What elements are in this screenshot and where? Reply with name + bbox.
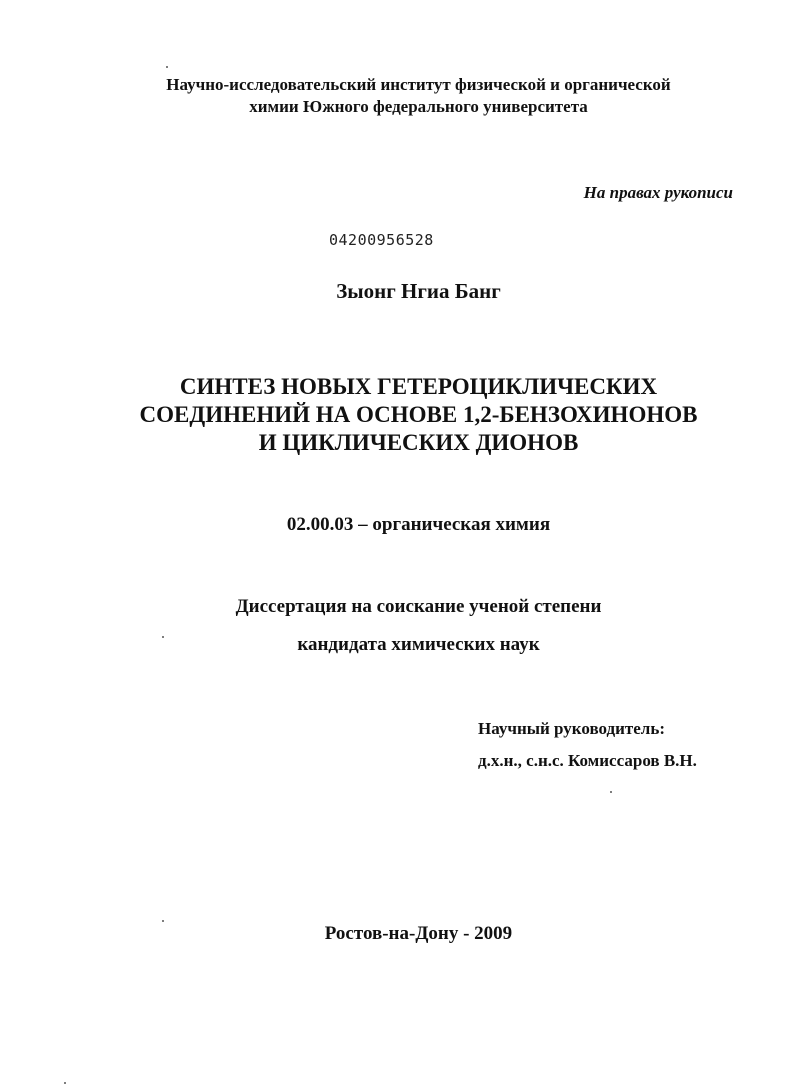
registry-code: 04200956528 <box>329 231 434 249</box>
title-line-2: СОЕДИНЕНИЙ НА ОСНОВЕ 1,2-БЕНЗОХИНОНОВ <box>139 402 698 427</box>
supervisor-block <box>478 713 697 777</box>
city-year: Ростов-на-Дону - 2009 <box>324 923 513 944</box>
institute-name <box>40 74 797 118</box>
author-name: Зыонг Нгиа Банг <box>336 279 501 303</box>
rights-note: На правах рукописи <box>583 183 733 202</box>
scan-speck <box>166 66 168 68</box>
supervisor-name: д.х.н., с.н.с. Комиссаров В.Н. <box>478 751 697 770</box>
institute-line-1: Научно-исследовательский институт физической и органической <box>166 75 671 94</box>
supervisor-label: Научный руководитель: <box>478 719 665 738</box>
title-line-3: И ЦИКЛИЧЕСКИХ ДИОНОВ <box>258 430 579 455</box>
title-line-1: СИНТЕЗ НОВЫХ ГЕТЕРОЦИКЛИЧЕСКИХ <box>179 374 658 399</box>
degree-line-1: Диссертация на соискание ученой степени <box>235 596 602 617</box>
scan-speck <box>610 791 612 793</box>
degree-line-2: кандидата химических наук <box>297 634 540 655</box>
scan-speck <box>162 636 164 638</box>
dissertation-title <box>20 373 797 457</box>
scan-speck <box>162 920 164 922</box>
degree-statement <box>20 588 797 664</box>
institute-line-2: химии Южного федерального университета <box>249 97 588 116</box>
scan-speck <box>64 1082 66 1084</box>
specialty-code: 02.00.03 – органическая химия <box>286 514 551 535</box>
